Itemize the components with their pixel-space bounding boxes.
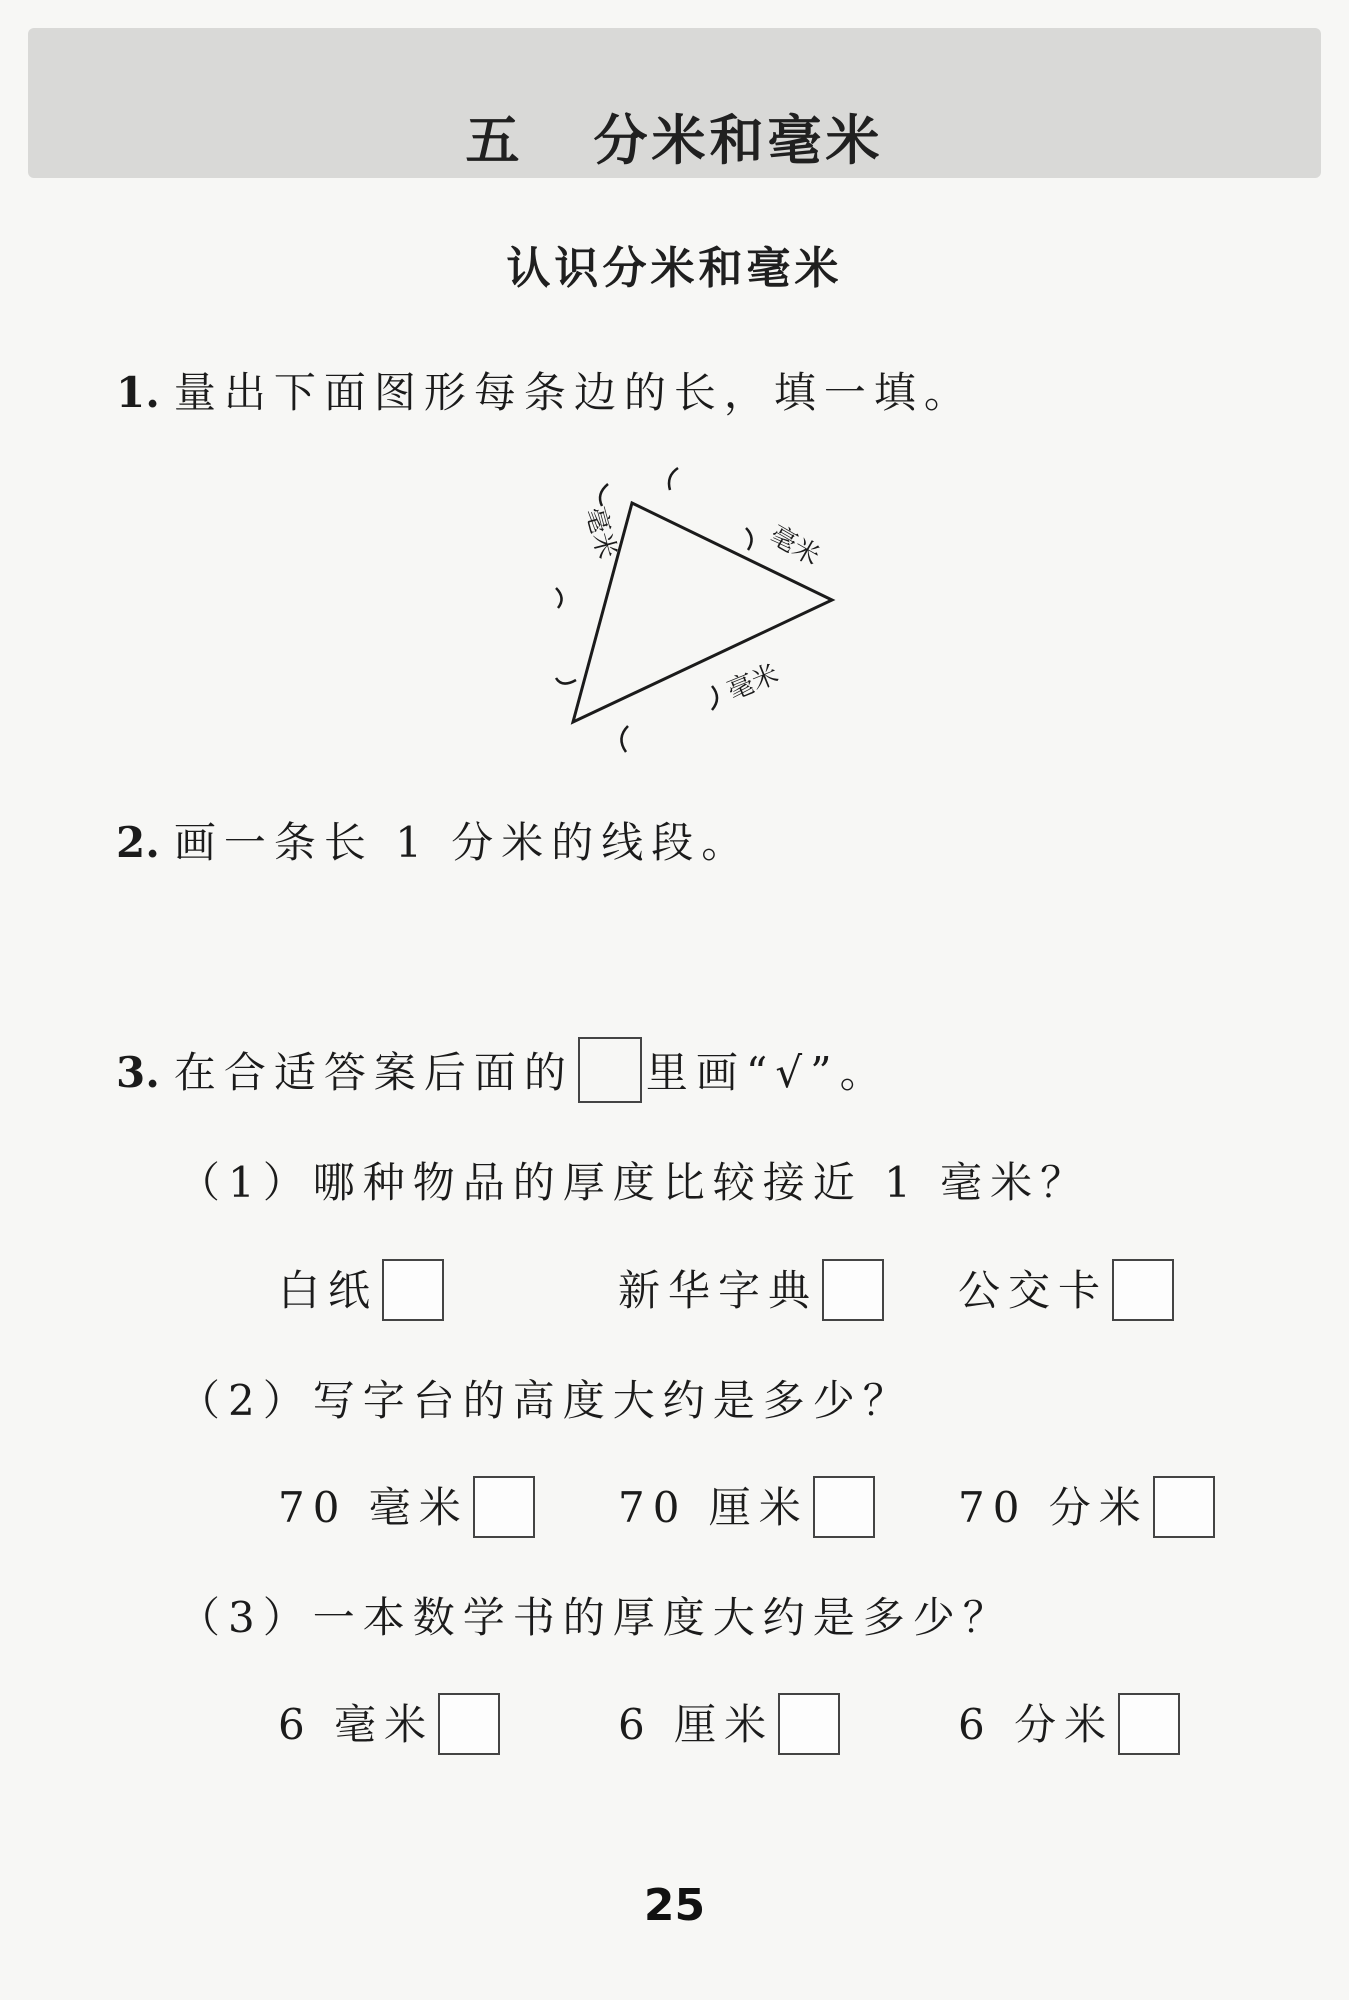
question-1	[116, 360, 974, 420]
option-item	[958, 1692, 1180, 1759]
section-title: 认识分米和毫米	[506, 243, 843, 294]
option-label: 6 分米	[958, 1700, 1115, 1749]
sub-question-3: （3）一本数学书的厚度大约是多少？	[178, 1593, 1013, 1642]
question-text: 量出下面图形每条边的长，填一填。	[173, 368, 974, 417]
left-paren-close	[556, 588, 562, 608]
unit-label-right: 毫米	[764, 520, 825, 573]
chapter-title	[0, 98, 1349, 175]
answer-checkbox[interactable]	[438, 1693, 500, 1755]
right-paren-open	[669, 468, 678, 490]
option-item	[278, 1475, 535, 1542]
page-number: 25	[643, 1880, 706, 1931]
option-label: 70 分米	[958, 1483, 1149, 1532]
question-number: 1.	[116, 368, 160, 417]
answer-checkbox[interactable]	[1153, 1476, 1215, 1538]
option-item	[958, 1475, 1215, 1542]
option-label: 70 毫米	[278, 1483, 469, 1532]
answer-checkbox[interactable]	[822, 1259, 884, 1321]
option-item	[278, 1258, 444, 1325]
answer-checkbox[interactable]	[1118, 1693, 1180, 1755]
answer-checkbox[interactable]	[813, 1476, 875, 1538]
triangle-figure	[500, 460, 860, 760]
option-item	[618, 1258, 884, 1325]
chapter-name: 分米和毫米	[593, 109, 884, 172]
answer-checkbox[interactable]	[778, 1693, 840, 1755]
option-item	[958, 1258, 1174, 1325]
option-label: 白纸	[278, 1266, 379, 1315]
question-text-after: 里画“√”。	[645, 1048, 890, 1097]
sub-question-2: （2）写字台的高度大约是多少？	[178, 1376, 913, 1425]
question-number: 2.	[116, 818, 160, 867]
option-label: 6 毫米	[278, 1700, 435, 1749]
example-answer-box	[578, 1037, 642, 1103]
answer-checkbox[interactable]	[473, 1476, 535, 1538]
option-label: 新华字典	[618, 1266, 819, 1315]
question-3	[116, 1040, 890, 1109]
question-number: 3.	[116, 1048, 160, 1097]
question-2	[116, 810, 751, 870]
right-paren-close	[746, 528, 752, 550]
bottom-paren-open-b	[621, 726, 628, 752]
unit-label-bottom: 毫米	[723, 659, 783, 707]
option-label: 70 厘米	[618, 1483, 809, 1532]
option-item	[278, 1692, 500, 1759]
option-item	[618, 1475, 875, 1542]
answer-checkbox[interactable]	[382, 1259, 444, 1321]
question-text-before: 在合适答案后面的	[173, 1048, 574, 1097]
sub-question-1: （1）哪种物品的厚度比较接近 1 毫米？	[178, 1158, 1091, 1207]
option-label: 公交卡	[958, 1266, 1109, 1315]
left-paren-open	[600, 484, 608, 506]
unit-label-left: 毫米	[579, 504, 622, 563]
question-text: 画一条长 1 分米的线段。	[173, 818, 752, 867]
answer-checkbox[interactable]	[1112, 1259, 1174, 1321]
chapter-number: 五	[465, 109, 524, 172]
bottom-paren-close	[712, 686, 717, 710]
option-item	[618, 1692, 840, 1759]
option-label: 6 厘米	[618, 1700, 775, 1749]
bottom-paren-open-a	[556, 678, 576, 684]
